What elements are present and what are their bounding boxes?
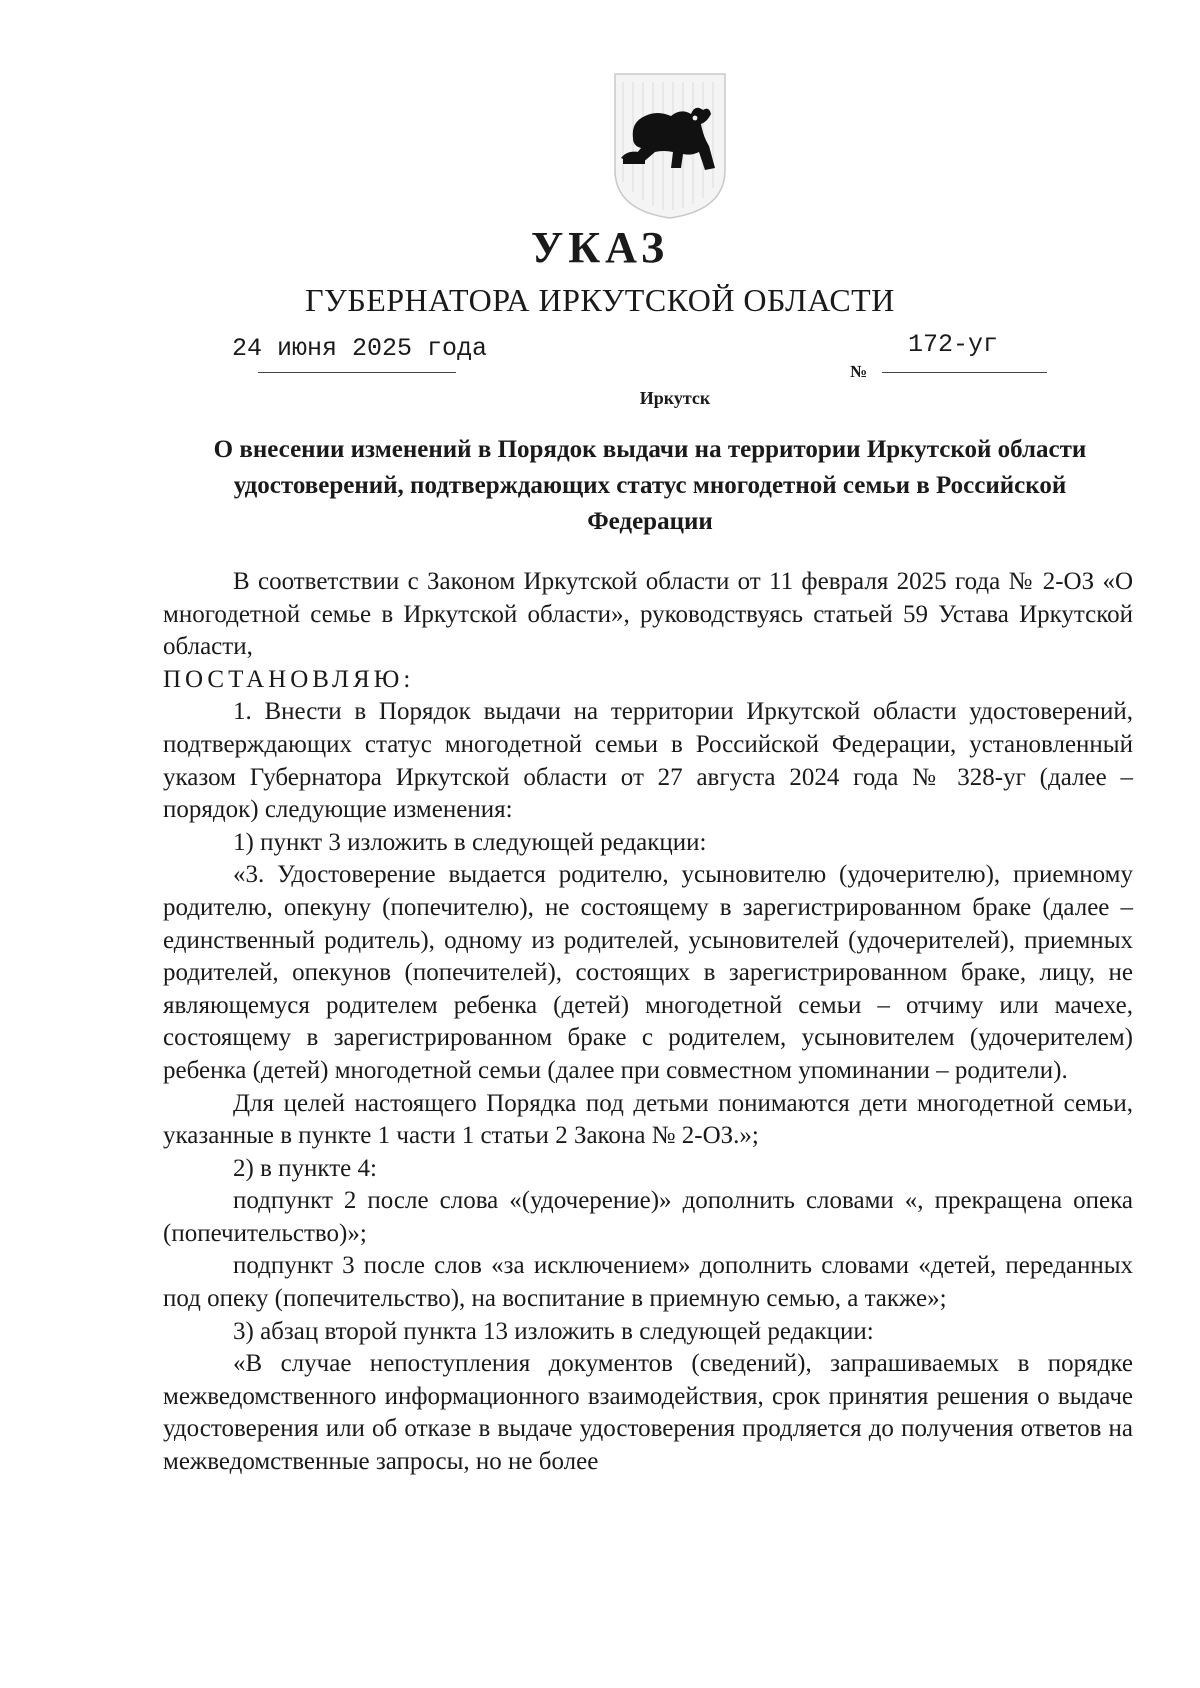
decree-date: 24 июня 2025 года — [232, 334, 488, 363]
irkutsk-coat-of-arms-icon — [611, 72, 729, 220]
paragraph-2: 1) пункт 3 изложить в следующей редакции: — [233, 828, 707, 856]
paragraph-3: «3. Удостоверение выдается родителю, усыновителю (удочерителю), приемному родителю, опекуну (попечителю), не состоящему в зарегистрированном браке (далее – единственный родитель), одному из родителей, усыновителей (удочерителей), приемных родителей, опекунов (попечителей), состоящих в зарегистрированном браке, лицу, не являющемуся родителем ребенка (детей) многодетной семьи – отчиму или мачехе, состоящему в зарегистрированном браке с родителем, усыновителем (удочерителем) ребенка (детей) многодетной семьи (далее при совместном упоминании – родители). — [163, 861, 1133, 1084]
paragraph-4: Для целей настоящего Порядка под детьми понимаются дети многодетной семьи, указанные в пункте 1 части 1 статьи 2 Закона № 2-ОЗ.»; — [163, 1089, 1133, 1150]
document-title: О внесении изменений в Порядок выдачи на территории Иркутской области удостоверений, подтверждающих статус многодетной семьи в Российской Федерации — [213, 436, 1087, 535]
paragraph-6: подпункт 2 после слова «(удочерение)» дополнить словами «, прекращена опека (попечительство)»; — [163, 1187, 1133, 1247]
decree-number: 172-уг — [908, 330, 999, 359]
paragraph-7: подпункт 3 после слов «за исключением» дополнить словами «детей, переданных под опеку (попечительство), на воспитание в приемную семью, а также»; — [163, 1252, 1133, 1313]
paragraph-9: «В случае непоступления документов (сведений), запрашиваемых в порядке межведомственного информационного взаимодействия, срок принятия решения о выдаче удостоверения или об отказе в выдаче удостоверения продляется до получения ответов на межведомственные запросы, но не более — [163, 1350, 1133, 1476]
preamble-paragraph: В соответствии с Законом Иркутской области от 11 февраля 2025 года № 2-ОЗ «О многодетной семье в Иркутской области», руководствуясь статьей 59 Устава Иркутской области, — [163, 568, 1133, 661]
paragraph-8: 3) абзац второй пункта 13 изложить в следующей редакции: — [233, 1317, 874, 1345]
date-underline — [258, 372, 456, 373]
paragraph-5: 2) в пункте 4: — [233, 1154, 377, 1182]
number-sign: № — [850, 362, 868, 381]
decree-word: ПОСТАНОВЛЯЮ: — [163, 665, 415, 693]
city-name: Иркутск — [639, 388, 711, 408]
issuer-heading: ГУБЕРНАТОРА ИРКУТСКОЙ ОБЛАСТИ — [305, 282, 895, 318]
document-body — [163, 566, 1133, 1479]
paragraph-1: 1. Внести в Порядок выдачи на территории Иркутской области удостоверений, подтверждающих статус многодетной семьи в Российской Федерации, установленный указом Губернатора Иркутской области от 27 августа 2024 года № 328-уг (далее – порядок) следующие изменения: — [163, 698, 1133, 824]
decree-heading: УКАЗ — [530, 223, 670, 272]
number-underline — [882, 372, 1047, 373]
